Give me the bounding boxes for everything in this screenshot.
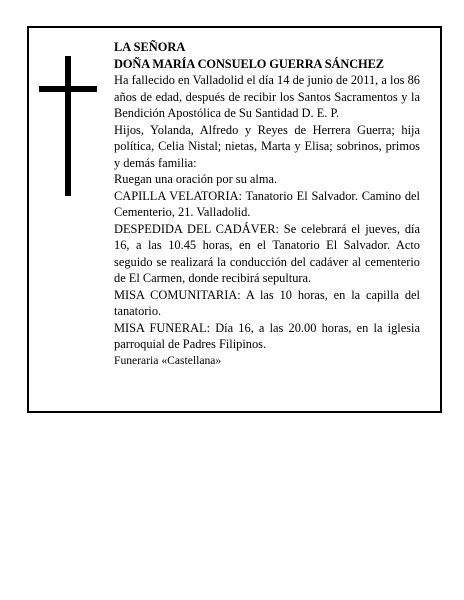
notice-title: LA SEÑORA (114, 40, 186, 54)
funeral-mass: MISA FUNERAL: Día 16, a las 20.00 horas, en la iglesia parroquial de Padres Filipinos. (114, 320, 420, 351)
community-mass: MISA COMUNITARIA: A las 10 horas, en la capilla del tanatorio. (114, 287, 420, 318)
cross-horizontal-bar (39, 86, 97, 92)
funeral-home: Funeraria «Castellana» (114, 353, 222, 367)
death-announcement: Ha fallecido en Valladolid el día 14 de junio de 2011, a los 86 años de edad, después de recibir los Santos Sacramentos y la Bendición Apostólica de Su Santidad D. E. P. (114, 73, 420, 120)
cross-vertical-bar (65, 56, 71, 196)
farewell-service: DESPEDIDA DEL CADÁVER: Se celebrará el jueves, día 16, a las 10.45 horas, en el Tanatorio El Salvador. Acto seguido se realizará la conducción del cadáver al cementerio de El Carmen, donde recibirá sepultura. (114, 221, 420, 285)
prayer-request: Ruegan una oración por su alma. (114, 172, 278, 186)
cross-icon (39, 56, 97, 196)
notice-text (114, 39, 420, 369)
wake-chapel: CAPILLA VELATORIA: Tanatorio El Salvador. Camino del Cementerio, 21. Valladolid. (114, 188, 420, 219)
deceased-name: DOÑA MARÍA CONSUELO GUERRA SÁNCHEZ (114, 56, 384, 71)
family-members: Hijos, Yolanda, Alfredo y Reyes de Herrera Guerra; hija política, Celia Nistal; nietas, Marta y Elisa; sobrinos, primos y demás familia: (114, 122, 420, 170)
